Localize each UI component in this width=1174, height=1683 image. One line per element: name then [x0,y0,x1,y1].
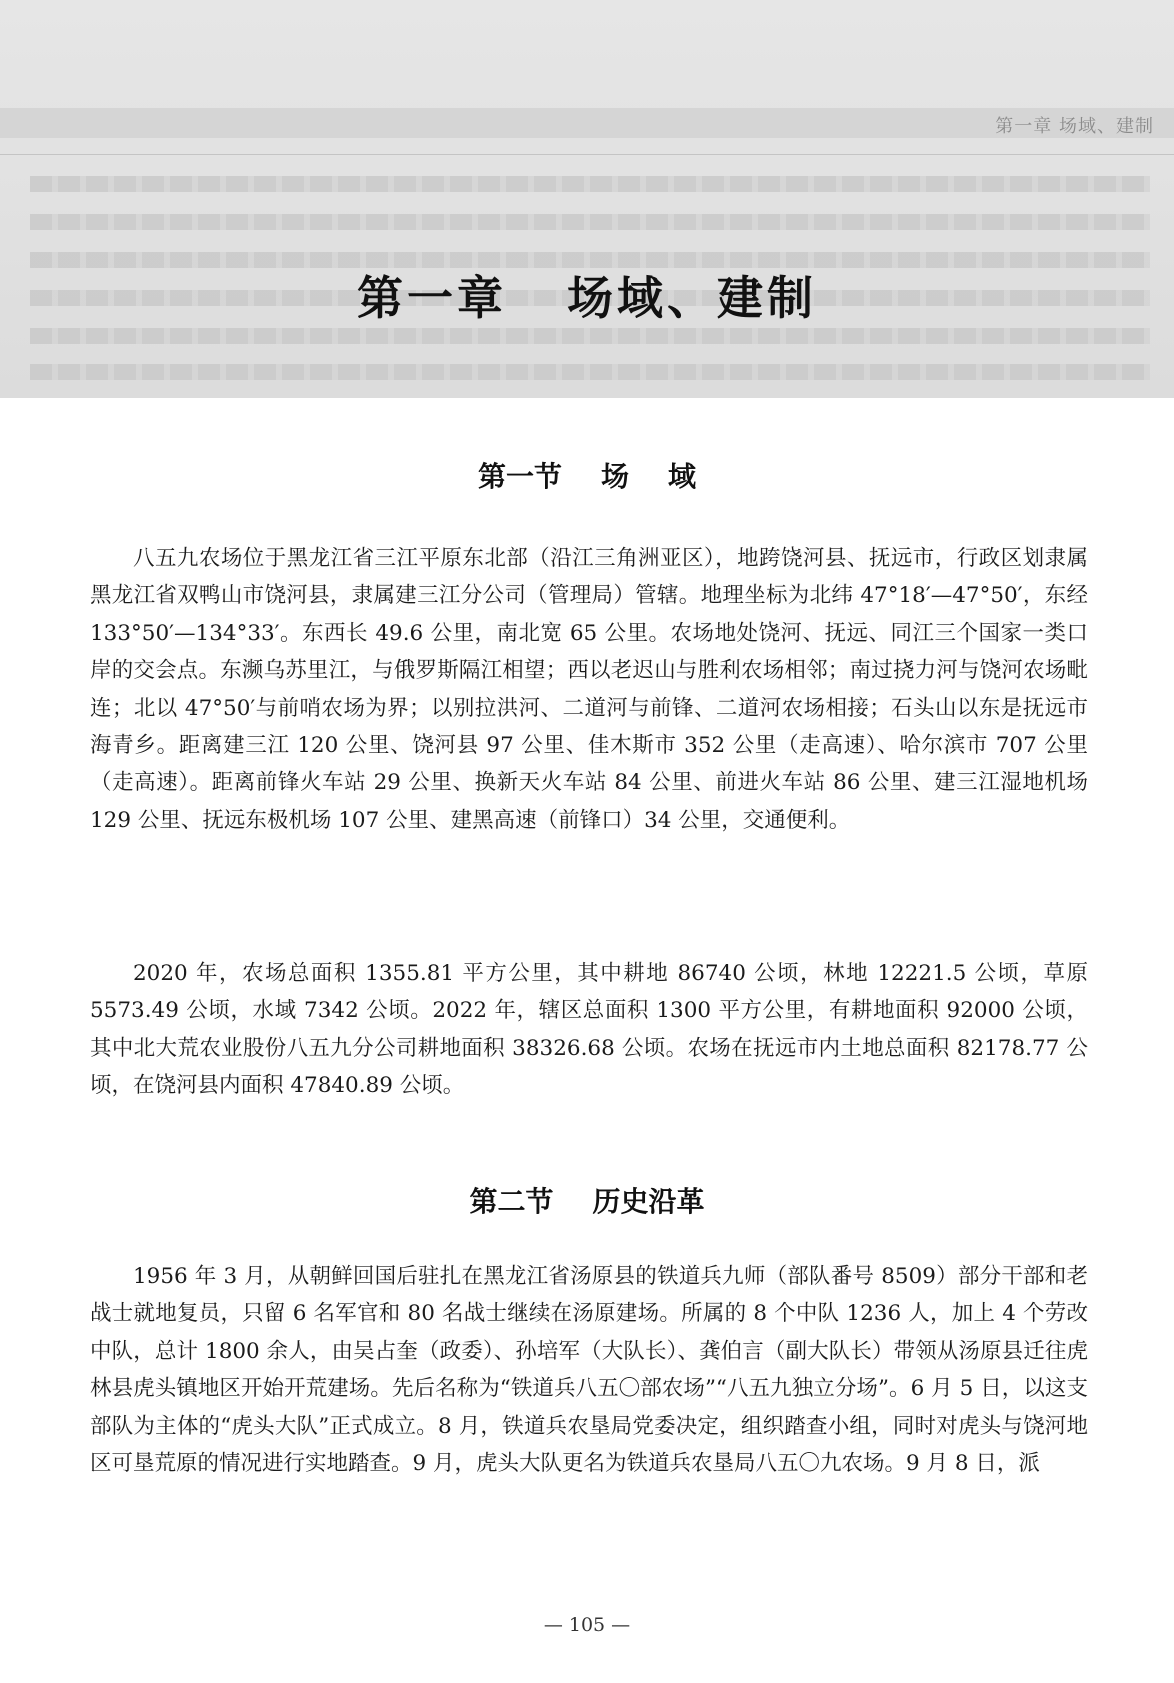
chapter-title: 第一章 场域、建制 [356,271,818,325]
page-number: — 105 — [543,1614,631,1636]
running-header: 第一章 场域、建制 [995,116,1154,137]
banner-texture-line [30,328,1150,344]
banner-texture-line [30,364,1150,380]
banner-texture-line [30,214,1150,230]
section-site-paragraph-2: 2020 年，农场总面积 1355.81 平方公里，其中耕地 86740 公顷，林地 12221.5 公顷，草原 5573.49 公顷，水域 7342 公顷。2022 年，辖区总面积 1300 平方公里，有耕地面积 92000 公顷，其中北大荒农业股份八五九分公司耕地面积 38326.68 公顷。农场在抚远市内土地总面积 82178.77 公顷，在饶河县内面积 47840.89 公顷。 [90,961,1088,1099]
section-history-paragraph-1: 1956 年 3 月，从朝鲜回国后驻扎在黑龙江省汤原县的铁道兵九师（部队番号 8509）部分干部和老战士就地复员，只留 6 名军官和 80 名战士继续在汤原建场。所属的 8 个中队 1236 人，加上 4 个劳改中队，总计 1800 余人，由吴占奎（政委）、孙培军（大队长）、龚伯言（副大队长）带领从汤原县迁往虎林县虎头镇地区开始开荒建场。先后名称为“铁道兵八五〇部农场”“八五九独立分场”。6 月 5 日，以这支部队为主体的“虎头大队”正式成立。8 月，铁道兵农垦局党委决定，组织踏查小组，同时对虎头与饶河地区可垦荒原的情况进行实地踏查。9 月，虎头大队更名为铁道兵农垦局八五〇九农场。9 月 8 日，派 [90,1264,1088,1477]
section-title-history: 第二节 历史沿革 [469,1185,705,1218]
section-site-paragraph-1: 八五九农场位于黑龙江省三江平原东北部（沿江三角洲亚区），地跨饶河县、抚远市，行政区划隶属黑龙江省双鸭山市饶河县，隶属建三江分公司（管理局）管辖。地理坐标为北纬 47°18′—47°50′，东经 133°50′—134°33′。东西长 49.6 公里，南北宽 65 公里。农场地处饶河、抚远、同江三个国家一类口岸的交会点。东濒乌苏里江，与俄罗斯隔江相望；西以老迟山与胜利农场相邻；南过挠力河与饶河农场毗连；北以 47°50′与前哨农场为界；以别拉洪河、二道河与前锋、二道河农场相接；石头山以东是抚远市海青乡。距离建三江 120 公里、饶河县 97 公里、佳木斯市 352 公里（走高速）、哈尔滨市 707 公里（走高速）。距离前锋火车站 29 公里、换新天火车站 84 公里、前进火车站 86 公里、建三江湿地机场 129 公里、抚远东极机场 107 公里、建黑高速（前锋口）34 公里，交通便利。 [90,546,1088,833]
section-title-site: 第一节 场 域 [478,460,696,493]
banner-divider [0,154,1174,155]
chapter-banner [0,0,1174,398]
banner-texture-line [30,176,1150,192]
